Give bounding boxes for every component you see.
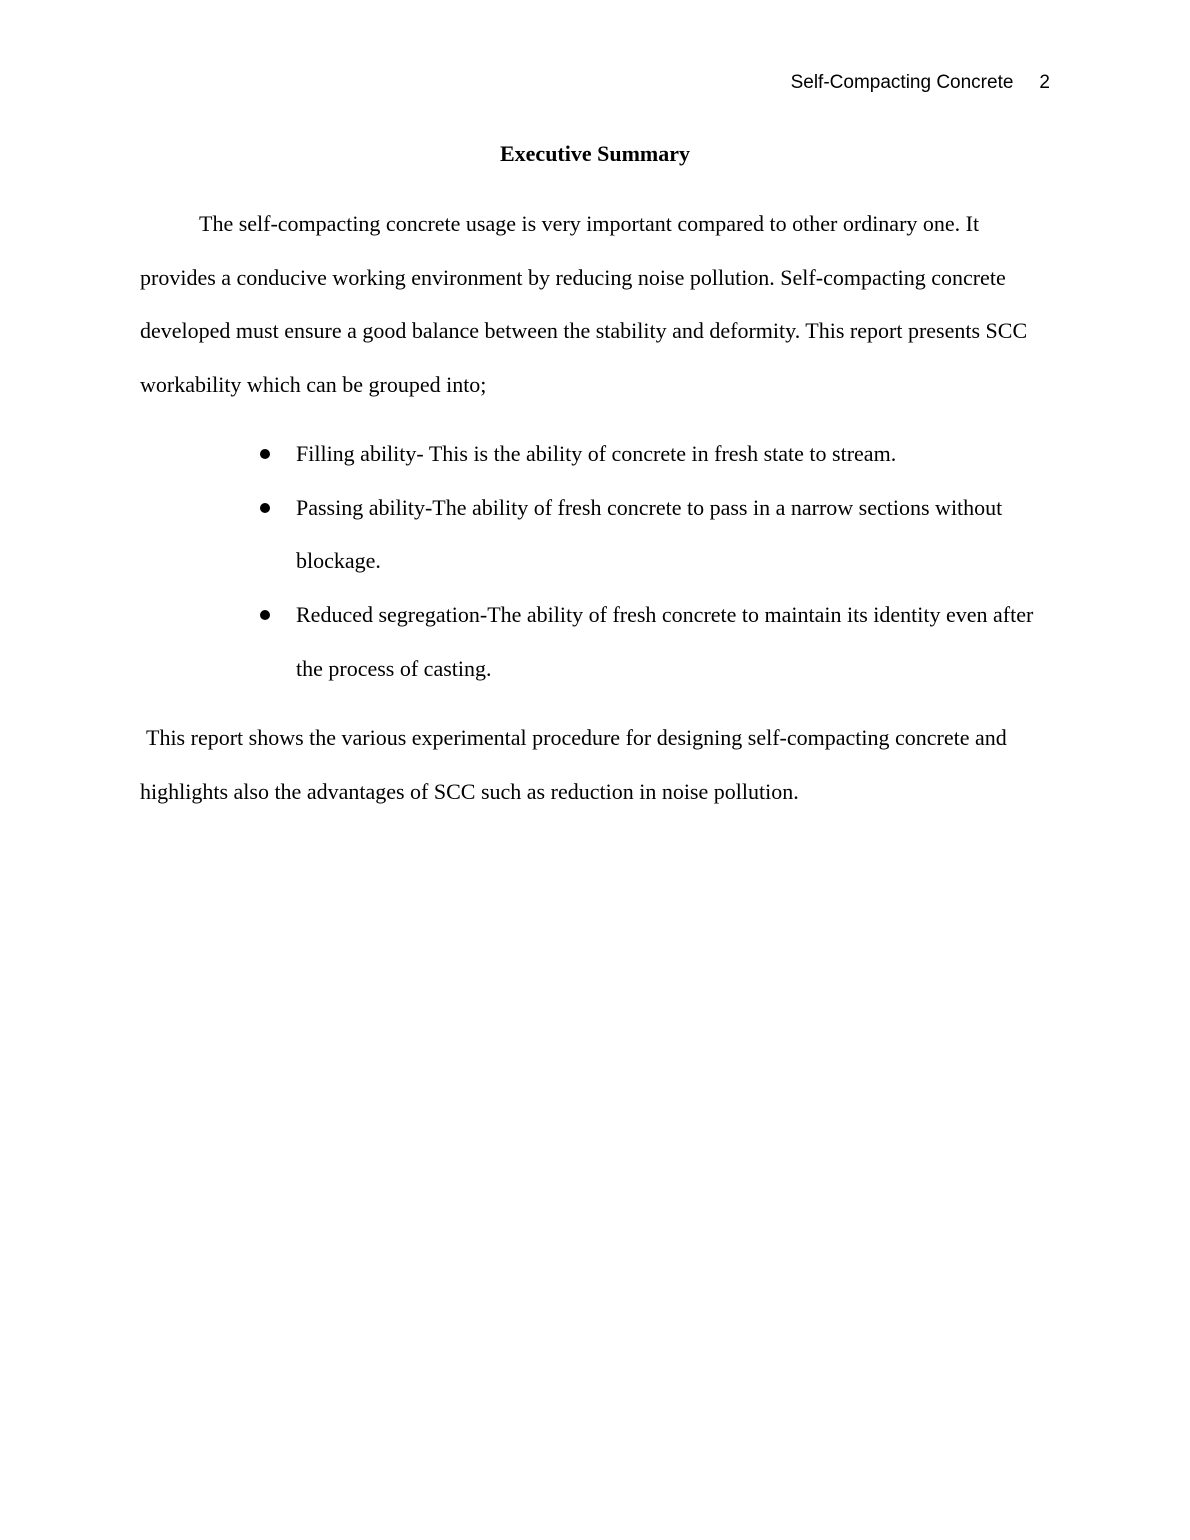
running-title: Self-Compacting Concrete xyxy=(790,72,1014,93)
bullet-icon xyxy=(260,610,270,620)
list-item-text: Filling ability- This is the ability of concrete in fresh state to stream. xyxy=(296,441,897,466)
page-number: 2 xyxy=(1039,72,1050,93)
bullet-icon xyxy=(260,449,270,459)
bullet-icon xyxy=(260,503,270,513)
closing-paragraph: This report shows the various experimental procedure for designing self-compacting concrete and highlights also the advantages of SCC such as reduction in noise pollution. xyxy=(140,725,1007,804)
list-item-text: Reduced segregation-The ability of fresh concrete to maintain its identity even after the process of casting. xyxy=(296,602,1034,681)
workability-list xyxy=(296,427,1056,696)
list-item xyxy=(296,427,1056,481)
list-item-text: Passing ability-The ability of fresh concrete to pass in a narrow sections without blockage. xyxy=(296,494,1003,574)
section-title: Executive Summary xyxy=(499,141,691,166)
list-item xyxy=(296,481,1056,588)
running-header xyxy=(791,70,1050,96)
intro-paragraph: The self-compacting concrete usage is very important compared to other ordinary one. It provides a conducive working environment by reducing noise pollution. Self-compacting concrete developed must ensure a good balance between the stability and deformity. This report presents SCC workability which can be grouped into; xyxy=(140,211,1028,398)
list-item xyxy=(296,588,1056,695)
